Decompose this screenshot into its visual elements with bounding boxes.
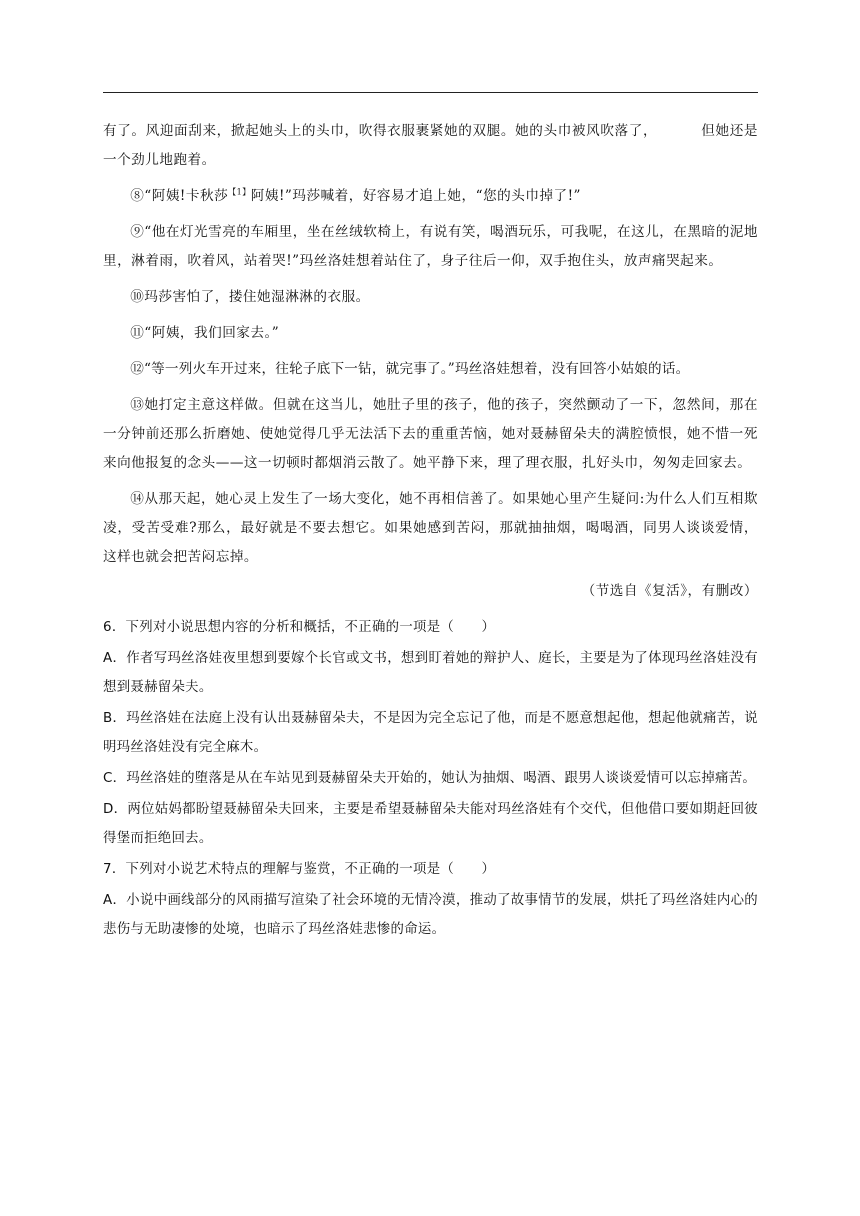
paragraph-text: 有了。风迎面刮来，掀起她头上的头巾，吹得衣服裹紧她的双腿。她的头巾被风吹落了，: [103, 123, 658, 139]
source-citation: （节选自《复活》，有删改）: [581, 583, 758, 599]
passage-paragraph-11: ⑪“阿姨，我们回家去。”: [130, 325, 280, 341]
passage-paragraph-14: ⑭从那天起，她心灵上发生了一场大变化，她不再相信善了。如果她心里产生疑问:为什么人们互相欺凌，受苦受难?那么，最好就是不要去想它。如果她感到苦闷，那就抽抽烟，喝喝酒，同男人谈谈爱情，这样也就会把苦闷忘掉。: [103, 491, 758, 565]
passage-paragraph-13: ⑬她打定主意这样做。但就在这当儿，她肚子里的孩子，他的孩子，突然颤动了一下，忽然间，那在一分钟前还那么折磨她、使她觉得几乎无法活下去的重重苦恼，她对聂赫留朵夫的满腔愤恨，她不惜一死来向他报复的念头——这一切顿时都烟消云散了。她平静下来，理了理衣服，扎好头巾，匆匆走回家去。: [103, 397, 758, 471]
passage-paragraph-continued: [103, 117, 758, 175]
question-6-stem: 6．下列对小说思想内容的分析和概括，不正确的一项是（ ）: [103, 620, 496, 635]
question-6-option-b: B．玛丝洛娃在法庭上没有认出聂赫留朵夫，不是因为完全忘记了他，而是不愿意想起他，想起他就痛苦，说明玛丝洛娃没有完全麻木。: [103, 711, 758, 755]
question-6-option-a: A．作者写玛丝洛娃夜里想到要嫁个长官或文书，想到盯着她的辩护人、庭长，主要是为了体现玛丝洛娃没有想到聂赫留朵夫。: [103, 651, 758, 695]
question-7-stem: 7．下列对小说艺术特点的理解与鉴赏，不正确的一项是（ ）: [103, 862, 496, 877]
passage-paragraph-9: ⑨“他在灯光雪亮的车厢里，坐在丝绒软椅上，有说有笑，喝酒玩乐，可我呢，在这儿，在黑暗的泥地里，淋着雨，吹着风，站着哭!”玛丝洛娃想着站住了，身子往后一仰，双手抱住头，放声痛哭起来。: [103, 224, 758, 269]
paragraph-text: ⑧“阿姨!卡秋莎: [130, 188, 229, 204]
header-rule: [103, 92, 758, 93]
question-6-option-c: C．玛丝洛娃的堕落是从在车站见到聂赫留朵夫开始的，她认为抽烟、喝酒、跟男人谈谈爱情可以忘掉痛苦。: [103, 771, 757, 786]
question-6-option-d: D．两位姑妈都盼望聂赫留朵夫回来，主要是希望聂赫留朵夫能对玛丝洛娃有个交代，但他借口要如期赶回彼得堡而拒绝回去。: [103, 802, 758, 846]
question-7-option-a: A．小说中画线部分的风雨描写渲染了社会环境的无情冷漠，推动了故事情节的发展，烘托了玛丝洛娃内心的悲伤与无助凄惨的处境，也暗示了玛丝洛娃悲惨的命运。: [103, 893, 758, 937]
paragraph-text: 但她还是一个劲儿地跑着。: [103, 123, 759, 168]
passage-paragraph-8: [103, 182, 758, 211]
footnote-marker: 【1】: [228, 187, 251, 197]
document-body: [103, 117, 758, 946]
passage-paragraph-10: ⑩玛莎害怕了，搂住她湿淋淋的衣服。: [130, 289, 370, 305]
passage-paragraph-12: ⑫“等一列火车开过来，往轮子底下一钻，就完事了。”玛丝洛娃想着，没有回答小姑娘的话。: [130, 361, 690, 377]
paragraph-text: 阿姨!”玛莎喊着，好容易才追上她，“您的头巾掉了!”: [250, 188, 582, 204]
